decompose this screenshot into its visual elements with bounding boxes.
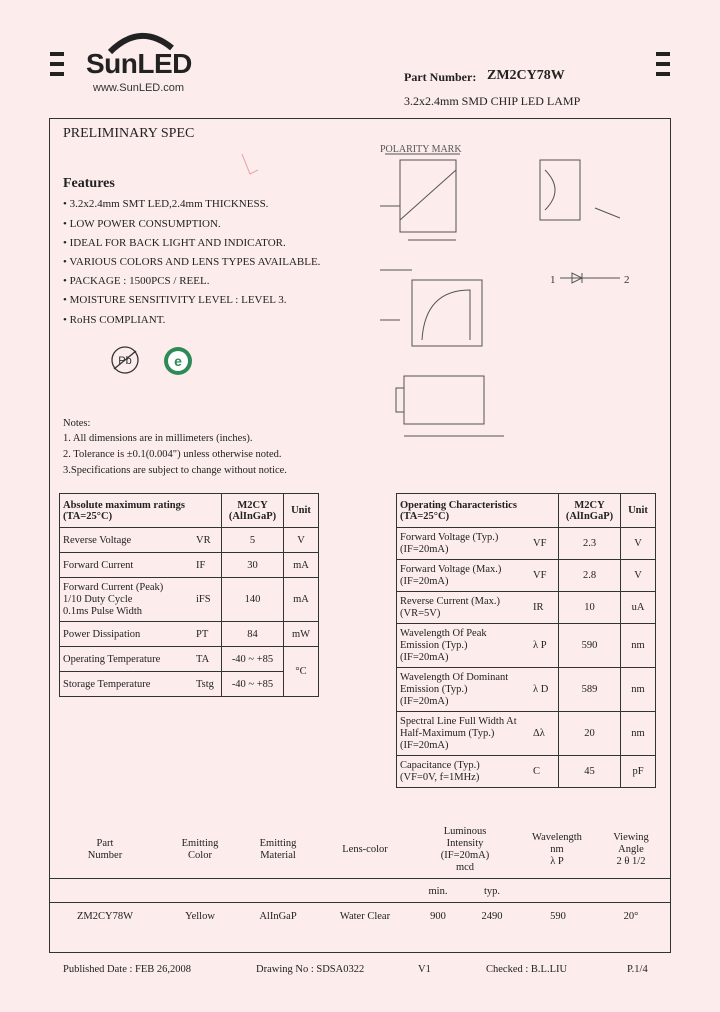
op-char-col-material: (AlInGaP) bbox=[565, 510, 614, 522]
absolute-max-table bbox=[59, 493, 319, 697]
table-row bbox=[397, 712, 656, 756]
version: V1 bbox=[418, 964, 431, 975]
header-line: mcd bbox=[455, 862, 475, 873]
symbol-cell: VF bbox=[530, 528, 559, 560]
header-line: Luminous bbox=[443, 826, 487, 837]
unit-cell: nm bbox=[621, 668, 656, 712]
table-row bbox=[397, 756, 656, 788]
row-min: 900 bbox=[430, 911, 446, 922]
op-char-col-header: M2CY bbox=[574, 499, 605, 511]
typ-label: typ. bbox=[483, 886, 501, 897]
param-line: (VF=0V, f=1MHz) bbox=[400, 771, 480, 783]
symbol-cell: VR bbox=[193, 528, 222, 553]
symbol-cell: PT bbox=[193, 622, 222, 647]
table-row bbox=[397, 668, 656, 712]
value-cell: 2.3 bbox=[559, 528, 621, 560]
abs-max-col-header: M2CY bbox=[237, 499, 268, 511]
param-line: Forward Voltage (Max.) bbox=[400, 563, 502, 575]
registration-mark-right bbox=[656, 72, 670, 76]
unit-cell: mA bbox=[284, 578, 319, 622]
row-emitting-color: Yellow bbox=[185, 911, 215, 922]
table-divider bbox=[49, 902, 671, 903]
param-line: Half-Maximum (Typ.) bbox=[400, 727, 495, 739]
table-row bbox=[60, 553, 319, 578]
pb-free-icon bbox=[110, 345, 140, 375]
param-line: 0.1ms Pulse Width bbox=[63, 605, 143, 617]
value-cell: 590 bbox=[559, 624, 621, 668]
unit-cell: mW bbox=[284, 622, 319, 647]
col-wavelength-header bbox=[522, 832, 592, 868]
param-line: Forward Voltage (Typ.) bbox=[400, 531, 499, 543]
param-line: Emission (Typ.) bbox=[400, 639, 468, 651]
feature-item: • IDEAL FOR BACK LIGHT AND INDICATOR. bbox=[63, 237, 286, 249]
published-date: Published Date : FEB 26,2008 bbox=[63, 964, 192, 975]
abs-max-condition: (TA=25°C) bbox=[63, 510, 113, 522]
param-cell bbox=[397, 712, 531, 756]
sunled-watermark-icon bbox=[228, 148, 268, 188]
unit-cell: °C bbox=[284, 647, 319, 697]
value-cell: 84 bbox=[222, 622, 284, 647]
param-line: (VR=5V) bbox=[400, 607, 441, 619]
part-number: ZM2CY78W bbox=[487, 68, 565, 83]
table-row bbox=[397, 528, 656, 560]
symbol-cell: IF bbox=[193, 553, 222, 578]
param-line: (IF=20mA) bbox=[400, 695, 449, 707]
op-char-unit-header: Unit bbox=[621, 494, 656, 528]
param-line: 1/10 Duty Cycle bbox=[63, 593, 133, 605]
symbol-cell: λ P bbox=[530, 624, 559, 668]
header-line: Angle bbox=[618, 844, 644, 855]
abs-max-unit-header: Unit bbox=[284, 494, 319, 528]
symbol-cell: IR bbox=[530, 592, 559, 624]
header-line: Emitting bbox=[259, 838, 297, 849]
polarity-mark-label: POLARITY MARK bbox=[380, 144, 462, 155]
table-row bbox=[60, 578, 319, 622]
value-cell: 20 bbox=[559, 712, 621, 756]
param-cell: Forward Current bbox=[60, 553, 194, 578]
header-line: Emitting bbox=[181, 838, 219, 849]
symbol-cell: λ D bbox=[530, 668, 559, 712]
table-row bbox=[397, 624, 656, 668]
drawing-number: Drawing No : SDSA0322 bbox=[256, 964, 365, 975]
value-cell: 10 bbox=[559, 592, 621, 624]
symbol-cell: TA bbox=[193, 647, 222, 672]
col-lens-header: Lens-color bbox=[342, 844, 388, 855]
feature-item: • PACKAGE : 1500PCS / REEL. bbox=[63, 275, 210, 287]
value-cell: 140 bbox=[222, 578, 284, 622]
symbol-cell: iFS bbox=[193, 578, 222, 622]
param-line: Capacitance (Typ.) bbox=[400, 759, 480, 771]
param-line: (IF=20mA) bbox=[400, 739, 449, 751]
param-line: Wavelength Of Dominant bbox=[400, 671, 509, 683]
unit-cell: pF bbox=[621, 756, 656, 788]
preliminary-spec-title: PRELIMINARY SPEC bbox=[63, 126, 195, 141]
pin-1-label: 1 bbox=[550, 274, 556, 286]
feature-item: • RoHS COMPLIANT. bbox=[63, 314, 166, 326]
note-item: 2. Tolerance is ±0.1(0.004") unless otherwise noted. bbox=[63, 449, 282, 460]
feature-item: • MOISTURE SENSITIVITY LEVEL : LEVEL 3. bbox=[63, 294, 287, 306]
table-row bbox=[60, 528, 319, 553]
param-cell: Storage Temperature bbox=[60, 672, 194, 697]
rohs-text: e bbox=[174, 353, 182, 369]
header-line: Number bbox=[87, 850, 123, 861]
table-row bbox=[60, 672, 319, 697]
feature-item: • 3.2x2.4mm SMT LED,2.4mm THICKNESS. bbox=[63, 198, 269, 210]
symbol-cell: Tstg bbox=[193, 672, 222, 697]
unit-cell: mA bbox=[284, 553, 319, 578]
header-line: (IF=20mA) bbox=[440, 850, 490, 861]
value-cell: 45 bbox=[559, 756, 621, 788]
brand-url[interactable]: www.SunLED.com bbox=[93, 82, 185, 94]
table-row bbox=[60, 622, 319, 647]
param-cell bbox=[397, 624, 531, 668]
header-line: Viewing bbox=[613, 832, 649, 843]
unit-cell: V bbox=[284, 528, 319, 553]
value-cell: 5 bbox=[222, 528, 284, 553]
row-viewing-angle: 20° bbox=[623, 911, 639, 922]
col-luminous-header bbox=[420, 826, 510, 874]
table-row bbox=[397, 560, 656, 592]
header-line: Material bbox=[260, 850, 296, 861]
row-material: AlInGaP bbox=[259, 911, 297, 922]
unit-cell: V bbox=[621, 560, 656, 592]
table-row bbox=[60, 647, 319, 672]
value-cell: 589 bbox=[559, 668, 621, 712]
header-line: Part bbox=[96, 838, 114, 849]
col-viewing-angle-header bbox=[600, 832, 662, 868]
unit-cell: V bbox=[621, 528, 656, 560]
row-typ: 2490 bbox=[481, 911, 503, 922]
param-cell bbox=[397, 560, 531, 592]
unit-cell: nm bbox=[621, 712, 656, 756]
unit-cell: uA bbox=[621, 592, 656, 624]
param-cell bbox=[397, 592, 531, 624]
param-line: (IF=20mA) bbox=[400, 543, 449, 555]
col-material-header bbox=[243, 838, 313, 862]
unit-cell: nm bbox=[621, 624, 656, 668]
feature-item: • LOW POWER CONSUMPTION. bbox=[63, 218, 221, 230]
feature-item: • VARIOUS COLORS AND LENS TYPES AVAILABLE. bbox=[63, 256, 321, 268]
param-line: Reverse Current (Max.) bbox=[400, 595, 501, 607]
param-cell bbox=[397, 528, 531, 560]
operating-characteristics-table bbox=[396, 493, 656, 788]
param-cell: Operating Temperature bbox=[60, 647, 194, 672]
note-item: 3.Specifications are subject to change without notice. bbox=[63, 465, 287, 476]
note-item: 1. All dimensions are in millimeters (inches). bbox=[63, 433, 253, 444]
pb-text: Pb bbox=[118, 355, 132, 367]
header-line: nm bbox=[550, 844, 564, 855]
table-divider bbox=[49, 878, 671, 879]
brand-name: SunLED bbox=[86, 48, 192, 79]
value-cell: -40 ~ +85 bbox=[222, 672, 284, 697]
op-char-header bbox=[397, 494, 559, 528]
package-drawing bbox=[340, 140, 670, 450]
param-line: Wavelength Of Peak bbox=[400, 627, 487, 639]
row-wavelength: 590 bbox=[550, 911, 566, 922]
param-line: (IF=20mA) bbox=[400, 651, 449, 663]
abs-max-header bbox=[60, 494, 222, 528]
col-part-header bbox=[70, 838, 140, 862]
table-row bbox=[397, 592, 656, 624]
symbol-cell: Δλ bbox=[530, 712, 559, 756]
row-lens: Water Clear bbox=[339, 911, 391, 922]
op-char-condition: (TA=25°C) bbox=[400, 510, 450, 522]
row-part-number: ZM2CY78W bbox=[77, 911, 133, 922]
op-char-title: Operating Characteristics bbox=[400, 499, 517, 511]
header-line: Wavelength bbox=[532, 832, 582, 843]
param-cell: Reverse Voltage bbox=[60, 528, 194, 553]
page-number: P.1/4 bbox=[627, 964, 648, 975]
param-line: Forward Current (Peak) bbox=[63, 581, 164, 593]
header-line: 2 θ 1/2 bbox=[616, 856, 646, 867]
col-emitting-color-header bbox=[165, 838, 235, 862]
rohs-icon bbox=[162, 345, 194, 377]
param-cell bbox=[60, 578, 194, 622]
registration-mark-right bbox=[656, 52, 670, 56]
param-cell bbox=[397, 756, 531, 788]
value-cell: -40 ~ +85 bbox=[222, 647, 284, 672]
min-label: min. bbox=[428, 886, 448, 897]
value-cell: 2.8 bbox=[559, 560, 621, 592]
param-line: Spectral Line Full Width At bbox=[400, 715, 517, 727]
param-line: Emission (Typ.) bbox=[400, 683, 468, 695]
features-title: Features bbox=[63, 176, 115, 191]
header-line: Intensity bbox=[446, 838, 484, 849]
abs-max-col-material: (AlInGaP) bbox=[228, 510, 277, 522]
header-line: Color bbox=[188, 850, 212, 861]
value-cell: 30 bbox=[222, 553, 284, 578]
notes-title: Notes: bbox=[63, 418, 91, 429]
part-number-label: Part Number: bbox=[404, 70, 477, 84]
registration-mark-left bbox=[50, 52, 64, 56]
pin-2-label: 2 bbox=[624, 274, 630, 286]
abs-max-title: Absolute maximum ratings bbox=[63, 499, 185, 511]
symbol-cell: C bbox=[530, 756, 559, 788]
param-line: (IF=20mA) bbox=[400, 575, 449, 587]
checked-by: Checked : B.L.LIU bbox=[486, 964, 568, 975]
part-description: 3.2x2.4mm SMD CHIP LED LAMP bbox=[404, 94, 581, 108]
header-line: λ P bbox=[550, 856, 564, 867]
registration-mark-left bbox=[50, 72, 64, 76]
registration-mark-right bbox=[656, 62, 670, 66]
registration-mark-left bbox=[50, 62, 64, 66]
param-cell: Power Dissipation bbox=[60, 622, 194, 647]
symbol-cell: VF bbox=[530, 560, 559, 592]
param-cell bbox=[397, 668, 531, 712]
